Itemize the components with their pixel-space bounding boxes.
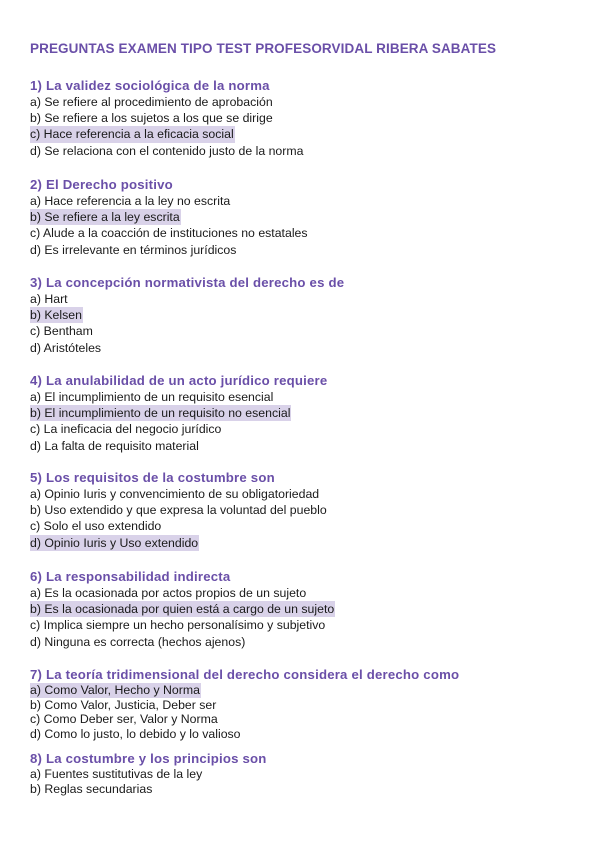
question-4 [30,372,570,454]
question-title: 5) Los requisitos de la costumbre son [30,470,275,485]
answer-option: c) Implica siempre un hecho personalísimo y subjetivo [30,618,326,633]
answer-option: b) Uso extendido y que expresa la voluntad del pueblo [30,503,327,518]
answer-option: a) Fuentes sustitutivas de la ley [30,767,203,781]
answer-option: a) Hart [30,292,68,306]
answer-option: d) Se relaciona con el contenido justo de la norma [30,143,304,158]
answer-option-highlighted: d) Opinio Iuris y Uso extendido [30,535,199,550]
answer-option: b) Se refiere a los sujetos a los que se dirige [30,111,273,126]
question-1 [30,77,570,159]
answer-option: d) Es irrelevante en términos jurídicos [30,242,237,257]
answer-option: d) La falta de requisito material [30,438,199,453]
answer-option: a) Hace referencia a la ley no escrita [30,194,231,208]
answer-option: a) El incumplimiento de un requisito esencial [30,390,274,404]
question-7 [30,666,570,741]
answer-option-highlighted: a) Como Valor, Hecho y Norma [30,683,200,697]
answer-option-highlighted: b) Es la ocasionada por quien está a cargo de un sujeto [30,602,335,617]
question-3 [30,274,570,356]
answer-option: b) Reglas secundarias [30,781,153,796]
answer-option: a) Se refiere al procedimiento de aprobación [30,95,273,109]
answer-option: d) Ninguna es correcta (hechos ajenos) [30,634,246,649]
answer-option: c) La ineficacia del negocio jurídico [30,422,222,437]
answer-option: d) Como lo justo, lo debido y lo valioso [30,726,241,741]
answer-option: b) Como Valor, Justicia, Deber ser [30,697,217,712]
question-title: 7) La teoría tridimensional del derecho considera el derecho como [30,667,460,682]
answer-option-highlighted: c) Hace referencia a la eficacia social [30,127,234,142]
question-title: 8) La costumbre y los principios son [30,751,267,766]
question-5 [30,469,570,551]
answer-option: a) Es la ocasionada por actos propios de un sujeto [30,586,307,600]
answer-option-highlighted: b) Kelsen [30,308,82,323]
answer-option: c) Como Deber ser, Valor y Norma [30,712,218,726]
question-title: 1) La validez sociológica de la norma [30,78,270,93]
question-6 [30,568,570,650]
answer-option-highlighted: b) El incumplimiento de un requisito no esencial [30,406,291,421]
answer-option: c) Alude a la coacción de instituciones no estatales [30,226,308,241]
answer-option-highlighted: b) Se refiere a la ley escrita [30,210,180,225]
answer-option: d) Aristóteles [30,340,102,355]
question-8 [30,750,570,796]
answer-option: a) Opinio Iuris y convencimiento de su obligatoriedad [30,487,320,501]
question-title: 6) La responsabilidad indirecta [30,569,231,584]
question-title: 4) La anulabilidad de un acto jurídico requiere [30,373,328,388]
question-title: 3) La concepción normativista del derecho es de [30,275,345,290]
question-title: 2) El Derecho positivo [30,177,173,192]
answer-option: c) Bentham [30,324,93,339]
document-title: PREGUNTAS EXAMEN TIPO TEST PROFESORVIDAL RIBERA SABATES [30,41,497,56]
answer-option: c) Solo el uso extendido [30,519,162,534]
question-2 [30,176,570,258]
